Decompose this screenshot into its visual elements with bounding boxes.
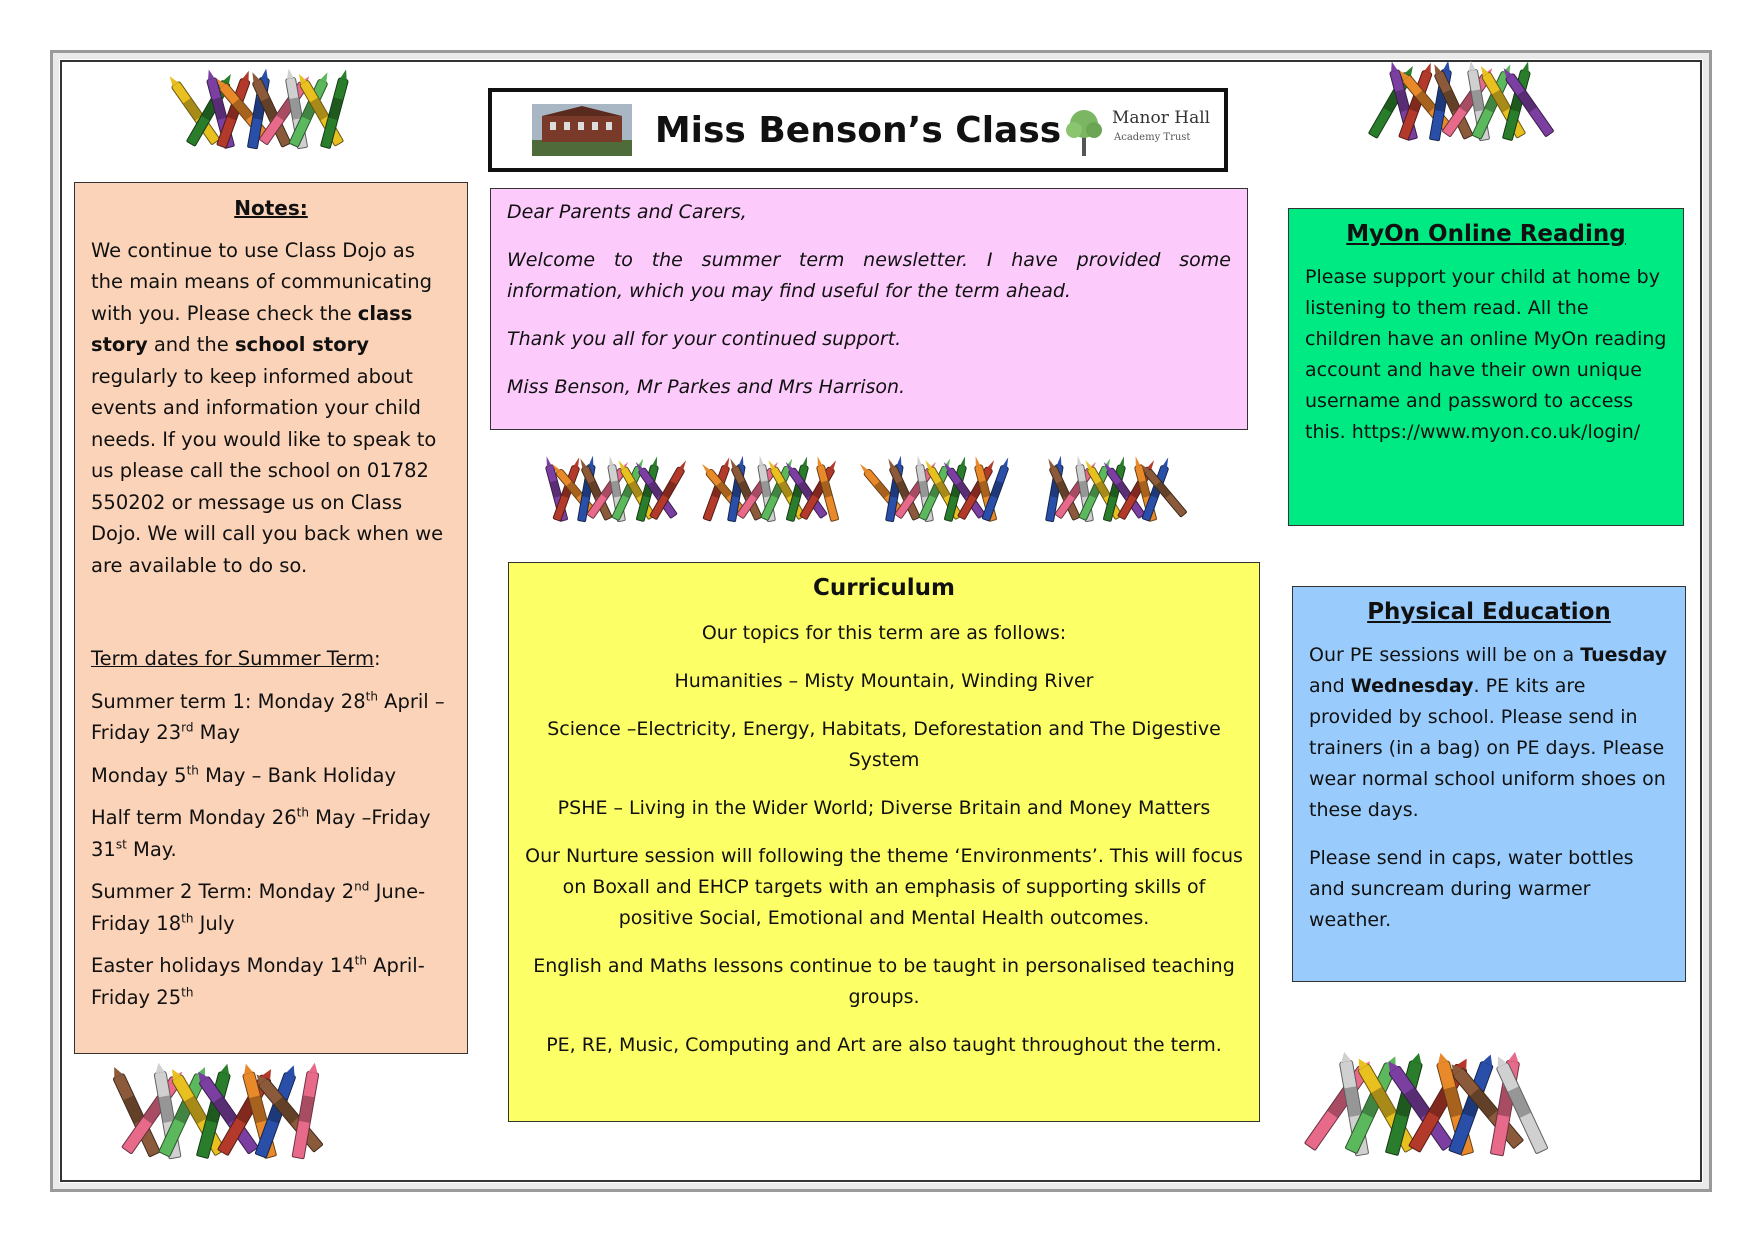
curriculum-item: English and Maths lessons continue to be taught in personalised teaching groups. <box>533 955 1235 1008</box>
crayons-icon <box>190 70 361 156</box>
myon-body: Please support your child at home by listening to them read. All the children have an online MyOn reading account and have their own unique username and password to access this. https://www.myon.co.uk/login/ <box>1305 266 1667 443</box>
term-date <box>91 876 451 939</box>
term-heading-text: Term dates for Summer Term <box>91 647 375 670</box>
notes-text: and the <box>147 333 235 356</box>
letter-signoff: Miss Benson, Mr Parkes and Mrs Harrison. <box>507 376 906 398</box>
title-banner <box>488 88 1228 172</box>
pe-panel <box>1292 586 1686 982</box>
date-suffix: th <box>181 985 194 999</box>
date-suffix: th <box>365 689 378 703</box>
date-suffix: th <box>186 763 199 777</box>
logo-subtitle: Academy Trust <box>1114 132 1191 143</box>
curriculum-item: Humanities – Misty Mountain, Winding River <box>674 670 1094 692</box>
curriculum-panel <box>508 562 1260 1122</box>
notes-text: We continue to use Class Dojo as the main means of communicating with you. Please check the <box>91 238 433 325</box>
curriculum-item: Our topics for this term are as follows: <box>701 622 1067 644</box>
date-text: May –Friday 31 <box>91 806 431 861</box>
date-text: July <box>193 911 235 935</box>
date-text: April – Friday 23 <box>91 689 445 744</box>
date-text: Summer term 1: Monday 28 <box>91 689 366 713</box>
date-suffix: th <box>354 953 367 968</box>
school-logo <box>1062 102 1212 162</box>
date-text: Monday 5 <box>91 763 187 787</box>
term-heading-colon: : <box>374 647 381 670</box>
myon-heading: MyOn Online Reading <box>1346 221 1626 247</box>
term-dates-heading <box>91 643 451 675</box>
crayons-icon <box>712 458 849 526</box>
notes-panel <box>74 182 468 1054</box>
term-date <box>91 686 451 749</box>
letter-thanks: Thank you all for your continued support. <box>507 328 902 350</box>
curriculum-item: PSHE – Living in the Wider World; Diverse Britain and Money Matters <box>557 797 1211 819</box>
letter-greeting: Dear Parents and Carers, <box>507 201 747 223</box>
crayons-icon <box>1385 62 1556 148</box>
pe-text: . PE kits are provided by school. Please send in trainers (in a bag) on PE days. Please wear normal school uniform shoes on these days. <box>1309 675 1666 821</box>
date-text: Half term Monday 26 <box>91 806 297 829</box>
date-text: June-Friday 18 <box>91 880 426 935</box>
date-text: April-Friday 25 <box>91 954 425 1009</box>
curriculum-item: Science –Electricity, Energy, Habitats, Deforestation and The Digestive System <box>547 718 1221 771</box>
date-text: Easter holidays Monday 14 <box>91 954 355 977</box>
pe-day: Wednesday <box>1350 675 1474 697</box>
crayons-icon <box>1330 1050 1558 1164</box>
crayons-icon <box>1050 458 1187 526</box>
myon-panel <box>1288 208 1684 526</box>
tree-icon <box>1062 106 1106 158</box>
page-title: Miss Benson’s Class <box>654 110 1062 151</box>
pe-heading: Physical Education <box>1367 599 1611 625</box>
notes-body <box>91 235 451 582</box>
pe-text: Our PE sessions will be on a <box>1309 644 1581 666</box>
curriculum-heading: Curriculum <box>812 575 956 601</box>
date-suffix: th <box>181 911 194 925</box>
date-text: May – Bank Holiday <box>198 763 397 787</box>
term-dates-list <box>91 686 451 1014</box>
date-text: Summer 2 Term: Monday 2 <box>91 880 355 903</box>
date-suffix: rd <box>181 720 194 735</box>
pe-body-2: Please send in caps, water bottles and suncream during warmer weather. <box>1309 847 1634 931</box>
crayons-icon <box>552 458 689 526</box>
parents-letter <box>490 188 1248 430</box>
term-date <box>91 802 451 865</box>
crayons-icon <box>880 458 1017 526</box>
curriculum-item: Our Nurture session will following the theme ‘Environments’. This will focus on Boxall and EHCP targets with an emphasis of supporting skills of positive Social, Emotional and Mental Health outcomes. <box>525 845 1243 929</box>
notes-heading: Notes: <box>234 196 308 220</box>
pe-body <box>1309 640 1669 826</box>
curriculum-item: PE, RE, Music, Computing and Art are also taught throughout the term. <box>546 1034 1222 1056</box>
class-story-text: class story <box>91 301 413 356</box>
date-suffix: nd <box>354 879 370 894</box>
pe-text: and <box>1309 675 1351 697</box>
date-suffix: th <box>296 805 309 820</box>
letter-body: Welcome to the summer term newsletter. I have provided some information, which you may find useful for the term ahead. <box>507 249 1231 302</box>
crayons-icon <box>130 1062 339 1167</box>
term-date <box>91 760 451 792</box>
date-text: May. <box>126 837 177 861</box>
date-suffix: st <box>115 837 127 851</box>
notes-text: regularly to keep informed about events and information your child needs. If you would like to speak to us please call the school on 01782 550202 or message us on Class Dojo. We will call you back when we are available to do so. <box>91 364 444 577</box>
logo-name: Manor Hall <box>1112 108 1211 128</box>
term-date <box>91 950 451 1013</box>
school-story-text: school story <box>234 333 369 356</box>
pe-day: Tuesday <box>1580 644 1668 666</box>
date-text: May <box>193 721 240 744</box>
